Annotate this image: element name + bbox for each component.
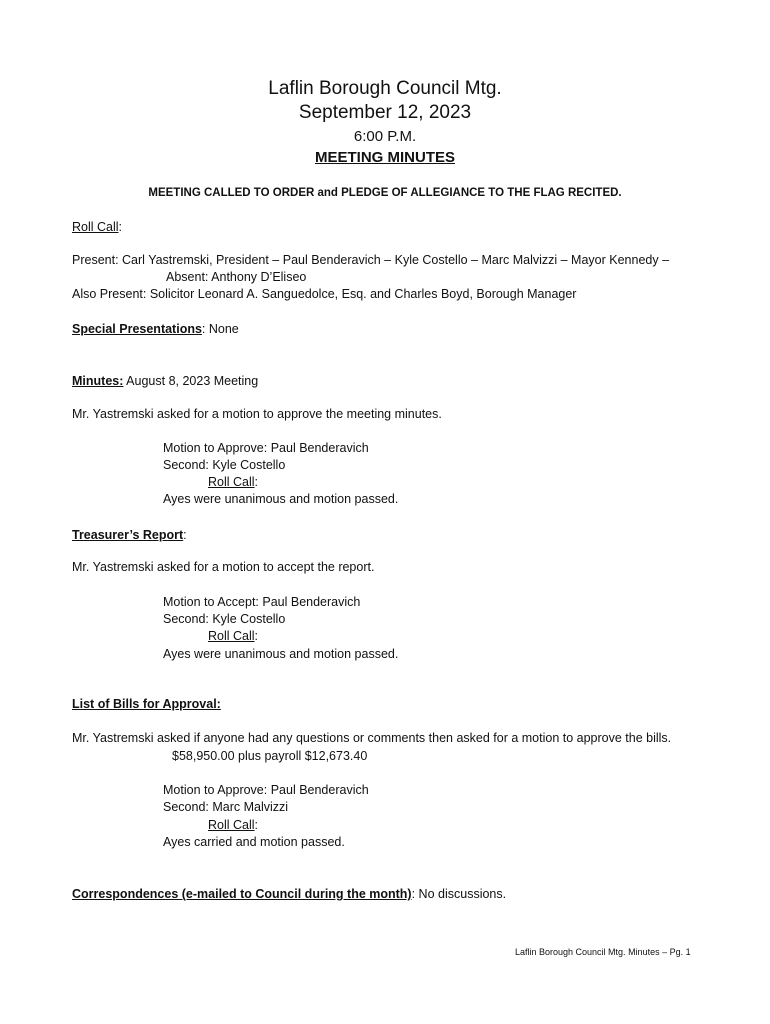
treasurer-request: Mr. Yastremski asked for a motion to accept the report. xyxy=(72,560,375,574)
bills-motion: Motion to Approve: Paul Benderavich xyxy=(163,783,369,797)
treasurer-roll-call-colon: : xyxy=(254,629,259,643)
treasurer-result: Ayes were unanimous and motion passed. xyxy=(163,647,399,661)
treasurer-colon: : xyxy=(183,528,187,542)
minutes-request: Mr. Yastremski asked for a motion to approve the meeting minutes. xyxy=(72,407,442,421)
meeting-time: 6:00 P.M. xyxy=(353,128,417,145)
correspondences-heading: Correspondences (e-mailed to Council during the month) xyxy=(72,887,412,901)
treasurer-roll-call xyxy=(208,629,258,643)
correspondences-value: : No discussions. xyxy=(411,887,507,901)
roll-call-heading: Roll Call xyxy=(72,220,119,234)
bills-amount: $58,950.00 plus payroll $12,673.40 xyxy=(172,749,368,763)
minutes-result: Ayes were unanimous and motion passed. xyxy=(163,492,399,506)
minutes-motion: Motion to Approve: Paul Benderavich xyxy=(163,441,369,455)
bills-roll-call xyxy=(208,818,258,832)
correspondences-section xyxy=(72,887,506,901)
bills-result: Ayes carried and motion passed. xyxy=(163,835,345,849)
meeting-date: September 12, 2023 xyxy=(298,102,472,123)
absent-members: Absent: Anthony D’Eliseo xyxy=(166,270,307,284)
special-presentations-heading: Special Presentations xyxy=(72,322,202,336)
document-type-heading: MEETING MINUTES xyxy=(314,149,455,166)
called-to-order-statement: MEETING CALLED TO ORDER and PLEDGE OF ALLEGIANCE TO THE FLAG RECITED. xyxy=(148,187,622,199)
minutes-roll-call xyxy=(208,475,258,489)
bills-roll-call-label: Roll Call xyxy=(208,818,255,832)
page-footer: Laflin Borough Council Mtg. Minutes – Pg. 1 xyxy=(515,947,691,957)
bills-second: Second: Marc Malvizzi xyxy=(163,800,289,814)
roll-call-colon: : xyxy=(118,220,123,234)
minutes-heading: Minutes: xyxy=(72,374,124,388)
present-members: Present: Carl Yastremski, President – Paul Benderavich – Kyle Costello – Marc Malvizzi – Mayor Kennedy – xyxy=(72,253,670,267)
minutes-value: August 8, 2023 Meeting xyxy=(123,374,259,388)
treasurer-motion: Motion to Accept: Paul Benderavich xyxy=(163,595,361,609)
minutes-roll-call-label: Roll Call xyxy=(208,475,255,489)
special-presentations-section xyxy=(72,322,239,336)
minutes-second: Second: Kyle Costello xyxy=(163,458,286,472)
roll-call-section xyxy=(72,220,122,234)
bills-request: Mr. Yastremski asked if anyone had any questions or comments then asked for a motion to approve the bills. xyxy=(72,731,672,745)
treasurer-heading: Treasurer’s Report xyxy=(72,528,184,542)
also-present-members: Also Present: Solicitor Leonard A. Sanguedolce, Esq. and Charles Boyd, Borough Manager xyxy=(72,287,577,301)
minutes-roll-call-colon: : xyxy=(254,475,259,489)
minutes-section xyxy=(72,374,258,388)
special-presentations-value: : None xyxy=(201,322,239,336)
bills-heading: List of Bills for Approval: xyxy=(72,697,221,711)
treasurer-roll-call-label: Roll Call xyxy=(208,629,255,643)
bills-roll-call-colon: : xyxy=(254,818,259,832)
document-title: Laflin Borough Council Mtg. xyxy=(268,78,502,99)
treasurer-section xyxy=(72,528,187,542)
treasurer-second: Second: Kyle Costello xyxy=(163,612,286,626)
